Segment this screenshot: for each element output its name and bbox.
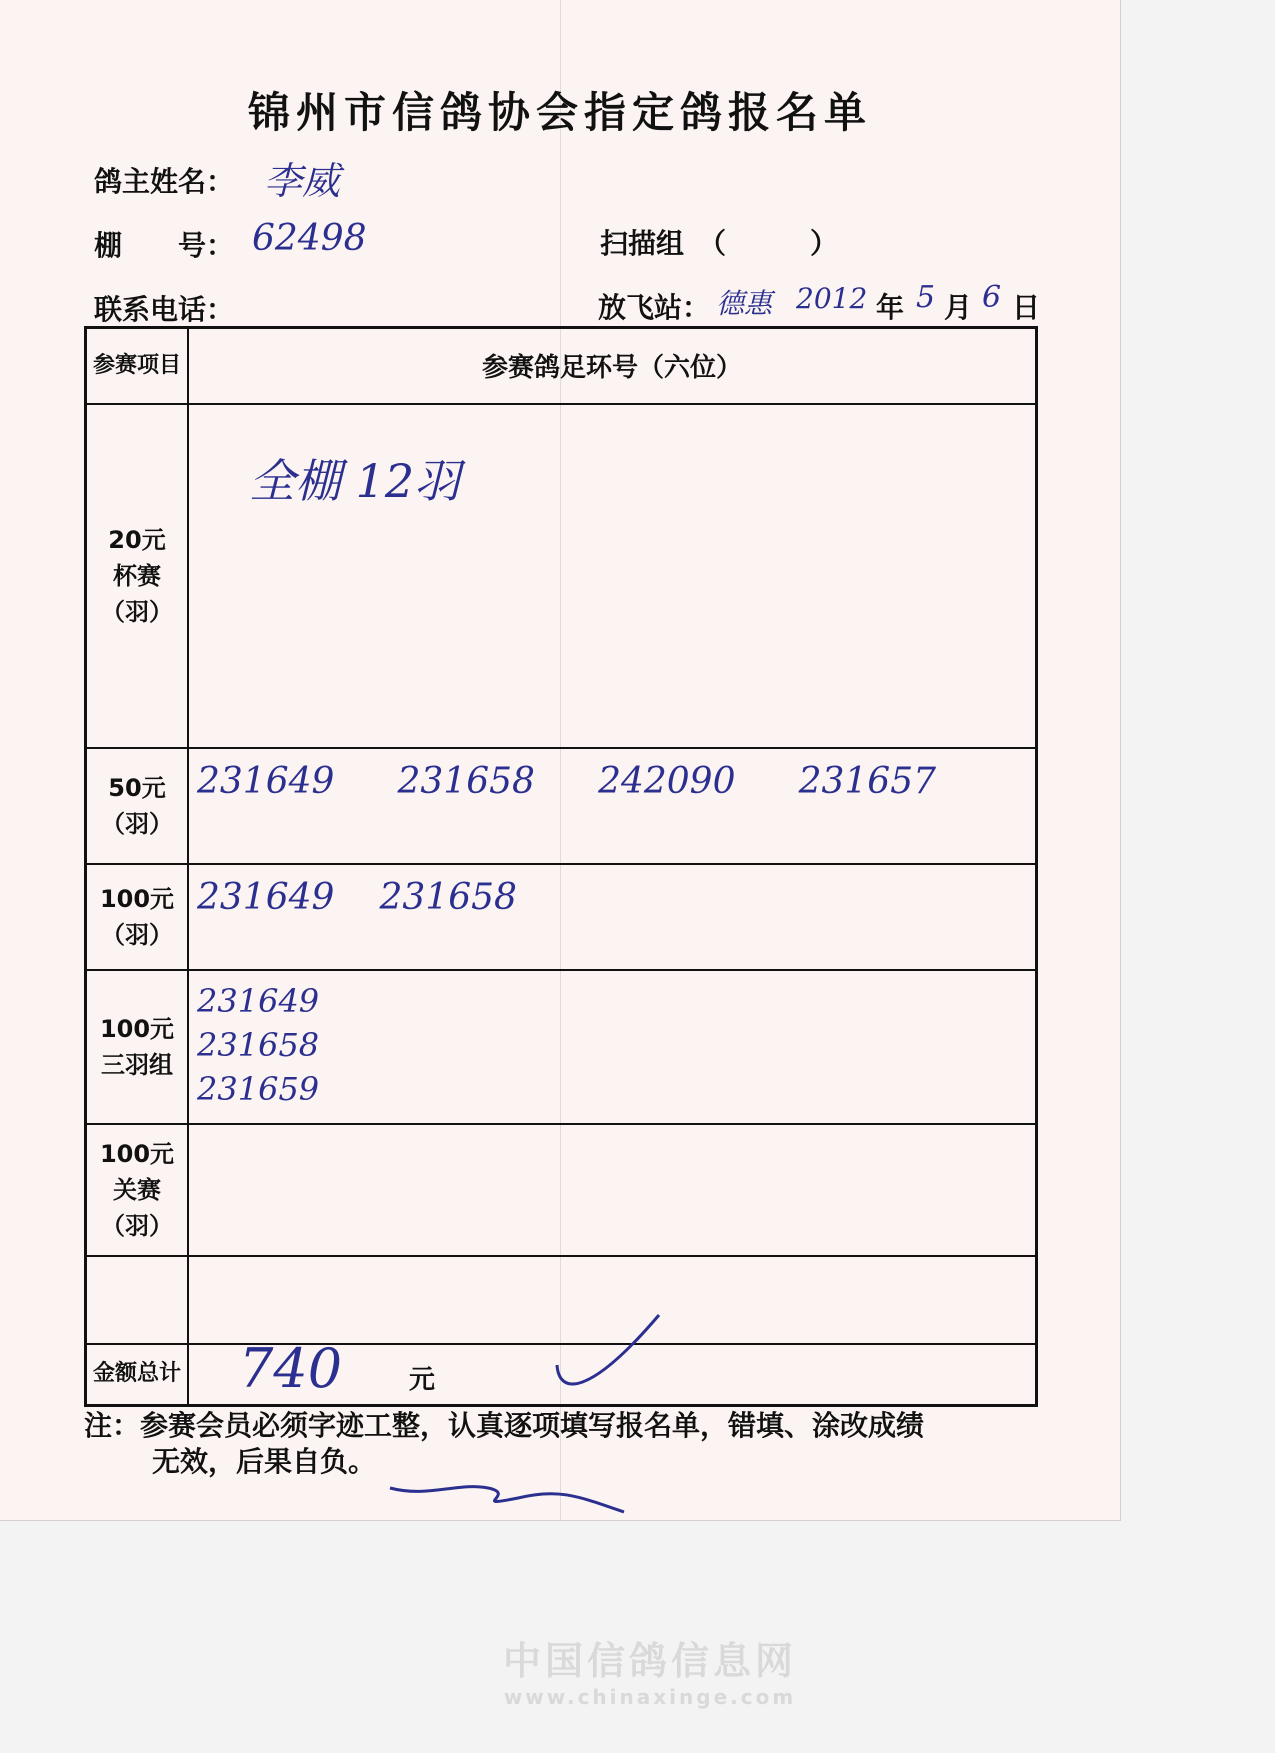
release-station-label: 放飞站： [598, 291, 711, 324]
ring-entry: 231659 [197, 1069, 320, 1108]
category-cell [86, 748, 189, 864]
rings-cell [188, 1124, 1037, 1256]
category-line: （羽） [101, 920, 173, 949]
category-line: （羽） [101, 1211, 173, 1240]
category-line: （羽） [101, 597, 173, 626]
category-line: 50元 [108, 773, 166, 802]
watermark-url: www.chinaxinge.com [503, 1685, 797, 1709]
ring-list [197, 979, 319, 1111]
year-label: 年 [876, 291, 905, 324]
watermark-name: 中国信鸽信息网 [502, 1639, 797, 1683]
month-label: 月 [944, 291, 973, 324]
rings-cell [188, 404, 1037, 748]
check-mark-icon [549, 1305, 669, 1405]
table-row-50 [86, 748, 1037, 864]
ring-entry: 全棚 12羽 [249, 453, 461, 508]
category-line: 杯赛 [113, 561, 161, 590]
form-title: 锦州市信鸽协会指定鸽报名单 [247, 88, 872, 137]
ring-entry: 231649 [197, 876, 335, 918]
category-cell [86, 970, 189, 1124]
rings-cell [188, 970, 1037, 1124]
category-line: 关赛 [113, 1175, 161, 1204]
ring-entry: 242090 [598, 760, 736, 802]
ring-entry: 231658 [379, 876, 517, 918]
release-station-value: 德惠 [716, 287, 773, 320]
release-year: 2012 [796, 282, 868, 315]
table-row-cup [86, 404, 1037, 748]
note-line-2: 无效，后果自负。 [152, 1445, 377, 1478]
category-line: 三羽组 [101, 1050, 173, 1079]
col-header-rings: 参赛鸽足环号（六位） [188, 328, 1037, 404]
category-line: 100元 [99, 1139, 175, 1168]
ring-entry: 231658 [197, 1025, 320, 1064]
scan-group-label: 扫描组 （ ） [600, 227, 839, 260]
ring-entry: 231657 [798, 760, 937, 802]
day-label: 日 [1012, 291, 1041, 324]
owner-label: 鸽主姓名： [94, 165, 235, 198]
ring-entry: 231649 [197, 981, 320, 1020]
loft-label: 棚 号： [94, 229, 235, 262]
total-unit: 元 [409, 1364, 436, 1395]
table-header-row [86, 328, 1037, 404]
table-row-total [86, 1344, 1037, 1406]
category-line: （羽） [101, 809, 173, 838]
table-row-trio [86, 970, 1037, 1124]
owner-value: 李威 [264, 159, 341, 203]
ring-entry: 231658 [397, 760, 535, 802]
rings-cell [188, 748, 1037, 864]
category-line: 20元 [108, 525, 166, 554]
table-row-100 [86, 864, 1037, 970]
category-cell [86, 1124, 189, 1256]
table-row-pass [86, 1124, 1037, 1256]
rings-cell [188, 864, 1037, 970]
ring-list [197, 877, 575, 918]
phone-label: 联系电话： [94, 293, 235, 326]
registration-table [84, 326, 1038, 1407]
release-day: 6 [982, 280, 1002, 315]
total-cell [188, 1336, 1037, 1406]
category-cell [86, 864, 189, 970]
release-month: 5 [916, 280, 936, 315]
ring-entry: 231649 [197, 760, 335, 802]
category-cell [86, 404, 189, 748]
category-line: 100元 [99, 1014, 175, 1043]
total-label: 金额总计 [86, 1344, 189, 1406]
ring-list [197, 761, 994, 802]
category-cell [86, 1256, 189, 1344]
total-value: 740 [239, 1336, 343, 1400]
col-header-category: 参赛项目 [86, 328, 189, 404]
pen-scribble-icon [388, 1468, 628, 1528]
category-line: 100元 [99, 884, 175, 913]
loft-value: 62498 [252, 218, 367, 259]
note-line-1: 注：参赛会员必须字迹工整，认真逐项填写报名单，错填、涂改成绩 [84, 1409, 925, 1442]
watermark [470, 1630, 830, 1709]
